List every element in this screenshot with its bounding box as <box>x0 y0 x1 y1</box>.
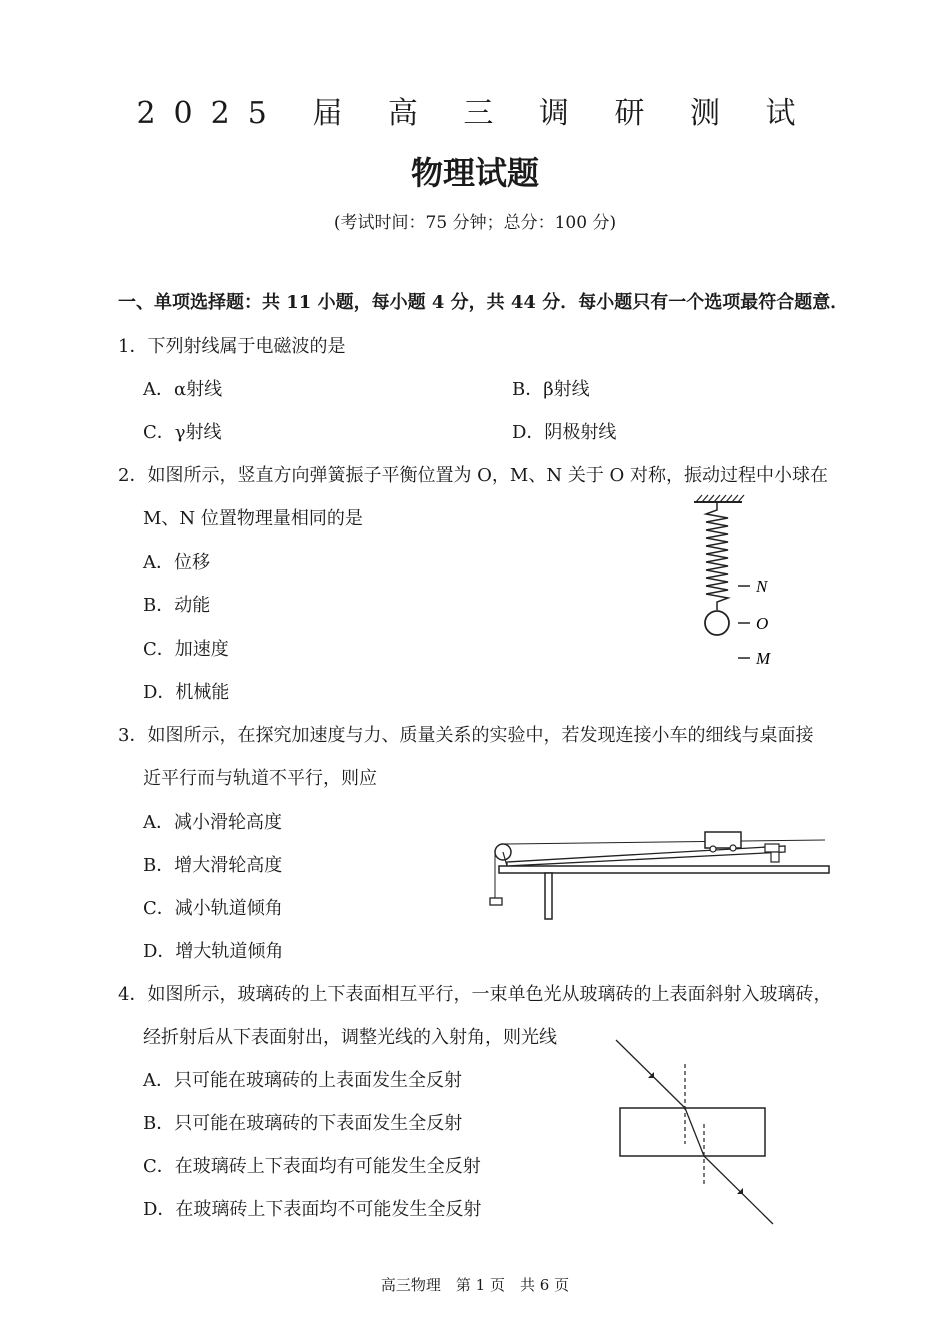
question-2-option-c: C．加速度 <box>143 639 229 660</box>
question-3-stem-line-2: 近平行而与轨道不平行，则应 <box>143 768 377 789</box>
label-n: N <box>756 577 768 596</box>
section-heading: 一、单项选择题：共 11 小题，每小题 4 分，共 44 分．每小题只有一个选项最符合题意． <box>118 292 849 313</box>
question-4-option-c: C．在玻璃砖上下表面均有可能发生全反射 <box>143 1156 481 1177</box>
incident-ray <box>616 1040 685 1108</box>
table-top <box>499 866 829 873</box>
question-3-option-c: C．减小轨道倾角 <box>143 898 283 919</box>
question-3-option-b: B．增大滑轮高度 <box>143 855 283 876</box>
table-leg <box>545 873 552 919</box>
cart-wheel-left <box>710 846 716 852</box>
question-3-stem-line-1: 3．如图所示，在探究加速度与力、质量关系的实验中，若发现连接小车的细线与桌面接 <box>118 725 814 746</box>
question-2-option-b: B．动能 <box>143 595 211 616</box>
question-4-stem-line-2: 经折射后从下表面射出，调整光线的入射角，则光线 <box>143 1027 557 1048</box>
question-4-option-d: D．在玻璃砖上下表面均不可能发生全反射 <box>143 1199 482 1220</box>
glass-brick-figure <box>610 1036 780 1231</box>
question-1-option-a: A．α射线 <box>143 379 223 400</box>
question-4-option-a: A．只可能在玻璃砖的上表面发生全反射 <box>143 1070 462 1091</box>
ball <box>705 611 729 635</box>
question-1-stem: 1．下列射线属于电磁波的是 <box>118 336 346 357</box>
emergent-ray <box>704 1156 773 1224</box>
question-2-option-d: D．机械能 <box>143 682 230 703</box>
question-1-option-c: C．γ射线 <box>143 422 222 443</box>
cart-track-figure <box>485 822 835 922</box>
label-o: O <box>756 614 769 633</box>
hanging-weight <box>490 898 502 905</box>
exam-title: 2025 届 高 三 调 研 测 试 <box>136 96 814 131</box>
ceiling-hatch <box>696 495 744 502</box>
question-1-option-b: B．β射线 <box>512 379 590 400</box>
question-4-option-b: B．只可能在玻璃砖的下表面发生全反射 <box>143 1113 463 1134</box>
question-4-stem-line-1: 4．如图所示，玻璃砖的上下表面相互平行，一束单色光从玻璃砖的上表面斜射入玻璃砖， <box>118 984 832 1005</box>
question-2-option-a: A．位移 <box>143 552 210 573</box>
question-1-option-d: D．阴极射线 <box>512 422 617 443</box>
question-3-option-d: D．增大轨道倾角 <box>143 941 284 962</box>
page-footer: 高三物理 第 1 页 共 6 页 <box>380 1276 570 1294</box>
timer <box>765 844 779 852</box>
spring-oscillator-figure <box>690 492 790 672</box>
cart-wheel-right <box>730 845 736 851</box>
question-3-option-a: A．减小滑轮高度 <box>143 812 282 833</box>
glass-brick <box>620 1108 765 1156</box>
subject-title: 物理试题 <box>410 154 539 192</box>
question-2-stem-line-2: M、N 位置物理量相同的是 <box>143 508 363 529</box>
label-m: M <box>756 649 771 668</box>
track <box>507 846 785 866</box>
track-support <box>771 852 779 862</box>
exam-info: (考试时间：75 分钟；总分：100 分) <box>333 213 617 233</box>
spring <box>706 502 728 610</box>
question-2-stem-line-1: 2．如图所示，竖直方向弹簧振子平衡位置为 O，M、N 关于 O 对称，振动过程中小球在 <box>118 465 829 486</box>
